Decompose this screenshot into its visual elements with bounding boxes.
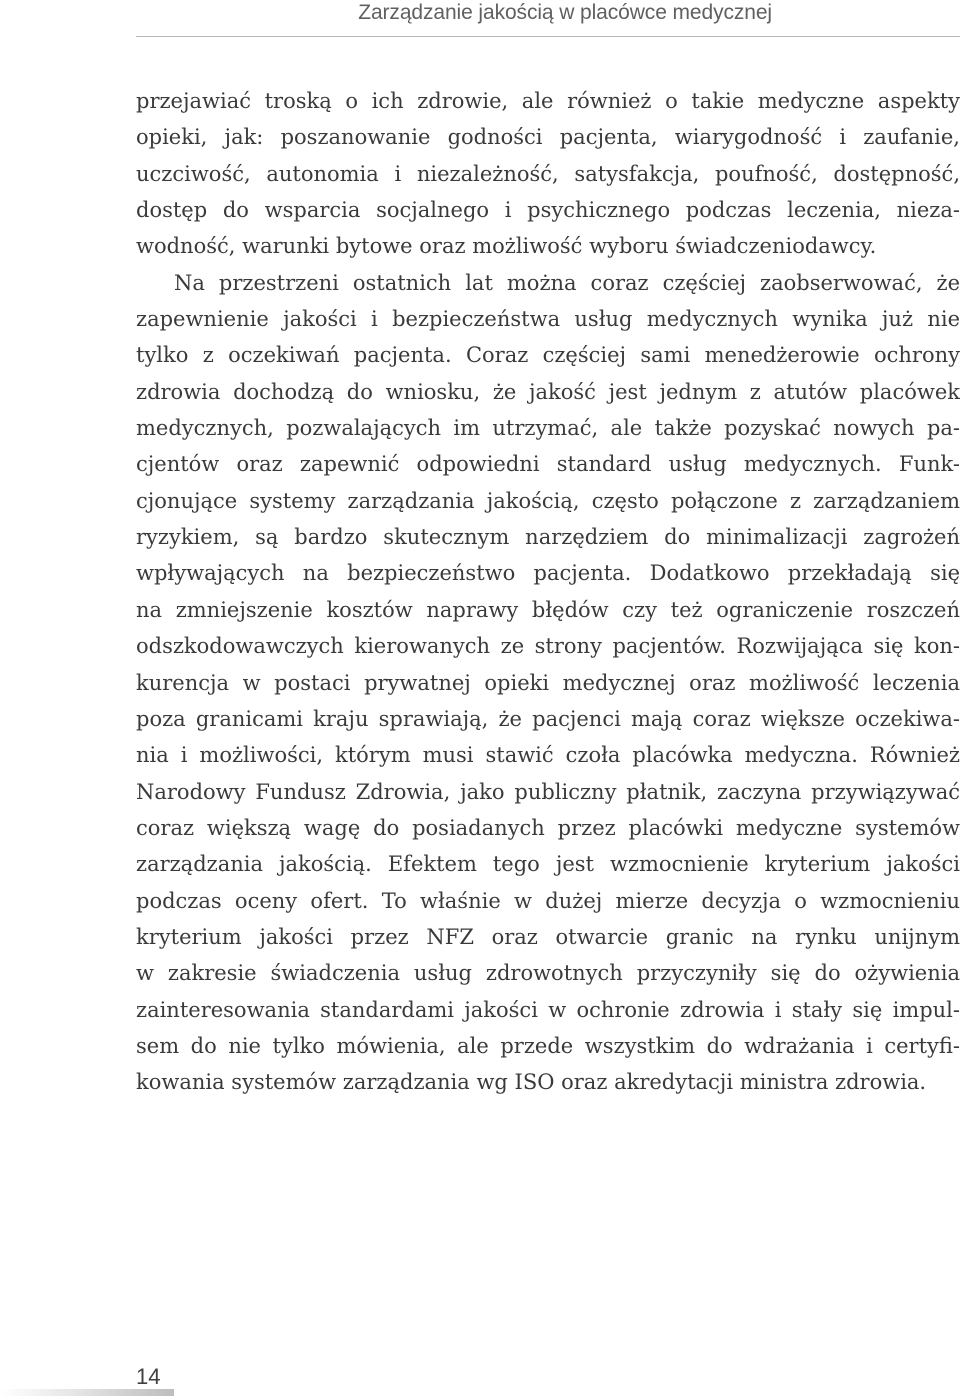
text-line: wpływających na bezpieczeństwo pacjenta. Dodatkowo przekładają się bbox=[136, 561, 960, 586]
text-line: uczciwość, autonomia i niezależność, satysfakcja, poufność, dostępność, bbox=[136, 161, 960, 186]
text-line: cjonujące systemy zarządzania jakością, często połączone z zarządzaniem bbox=[136, 488, 960, 513]
text-line: kryterium jakości przez NFZ oraz otwarcie granic na rynku unijnym bbox=[136, 924, 960, 949]
text-line: na zmniejszenie kosztów naprawy błędów czy też ograniczenie roszczeń bbox=[136, 597, 960, 622]
text-line: medycznych, pozwalających im utrzymać, ale także pozyskać nowych pa- bbox=[136, 416, 960, 441]
text-line: sem do nie tylko mówienia, ale przede wszystkim do wdrażania i certyfi- bbox=[136, 1033, 960, 1058]
text-line: w zakresie świadczenia usług zdrowotnych przyczyniły się do ożywienia bbox=[136, 961, 960, 986]
text-line: odszkodowawczych kierowanych ze strony pacjentów. Rozwijająca się kon- bbox=[136, 634, 960, 659]
text-line: opieki, jak: poszanowanie godności pacjenta, wiarygodność i zaufanie, bbox=[136, 125, 960, 150]
text-line: dostęp do wsparcia socjalnego i psychicznego podczas leczenia, nieza- bbox=[136, 198, 960, 223]
body-text bbox=[136, 83, 960, 1101]
text-line: podczas oceny ofert. To właśnie w dużej mierze decyzja o wzmocnieniu bbox=[136, 888, 960, 913]
text-line: zapewnienie jakości i bezpieczeństwa usług medycznych wynika już nie bbox=[136, 307, 960, 332]
text-line: tylko z oczekiwań pacjenta. Coraz częściej sami menedżerowie ochrony bbox=[136, 343, 960, 368]
page-footer bbox=[0, 1360, 176, 1396]
text-line: ryzykiem, są bardzo skutecznym narzędziem do minimalizacji zagrożeń bbox=[136, 525, 960, 550]
text-line: cjentów oraz zapewnić odpowiedni standard usług medycznych. Funk- bbox=[136, 452, 960, 477]
text-line: coraz większą wagę do posiadanych przez placówki medyczne systemów bbox=[136, 815, 960, 840]
text-line: poza granicami kraju sprawiają, że pacjenci mają coraz większe oczekiwa- bbox=[136, 706, 960, 731]
running-header bbox=[136, 0, 960, 37]
footer-decorative-bar bbox=[0, 1389, 174, 1396]
text-line: Na przestrzeni ostatnich lat można coraz częściej zaobserwować, że bbox=[174, 270, 960, 295]
text-line: zarządzania jakością. Efektem tego jest wzmocnienie kryterium jakości bbox=[136, 852, 960, 877]
page-number: 14 bbox=[136, 1364, 161, 1389]
text-line: kurencja w postaci prywatnej opieki medycznej oraz możliwość leczenia bbox=[136, 670, 960, 695]
text-line: kowania systemów zarządzania wg ISO oraz akredytacji ministra zdrowia. bbox=[136, 1070, 927, 1095]
running-header-title: Zarządzanie jakością w placówce medycznej bbox=[358, 1, 772, 24]
text-line: przejawiać troską o ich zdrowie, ale również o takie medyczne aspekty bbox=[136, 89, 960, 113]
text-line: Narodowy Fundusz Zdrowia, jako publiczny płatnik, zaczyna przywiązywać bbox=[136, 779, 960, 804]
text-line: zdrowia dochodzą do wniosku, że jakość jest jednym z atutów placówek bbox=[136, 379, 960, 404]
text-line: nia i możliwości, którym musi stawić czoła placówka medyczna. Również bbox=[136, 743, 960, 768]
text-line: zainteresowania standardami jakości w ochronie zdrowia i stały się impul- bbox=[136, 997, 960, 1022]
text-line: wodność, warunki bytowe oraz możliwość wyboru świadczeniodawcy. bbox=[136, 234, 877, 259]
